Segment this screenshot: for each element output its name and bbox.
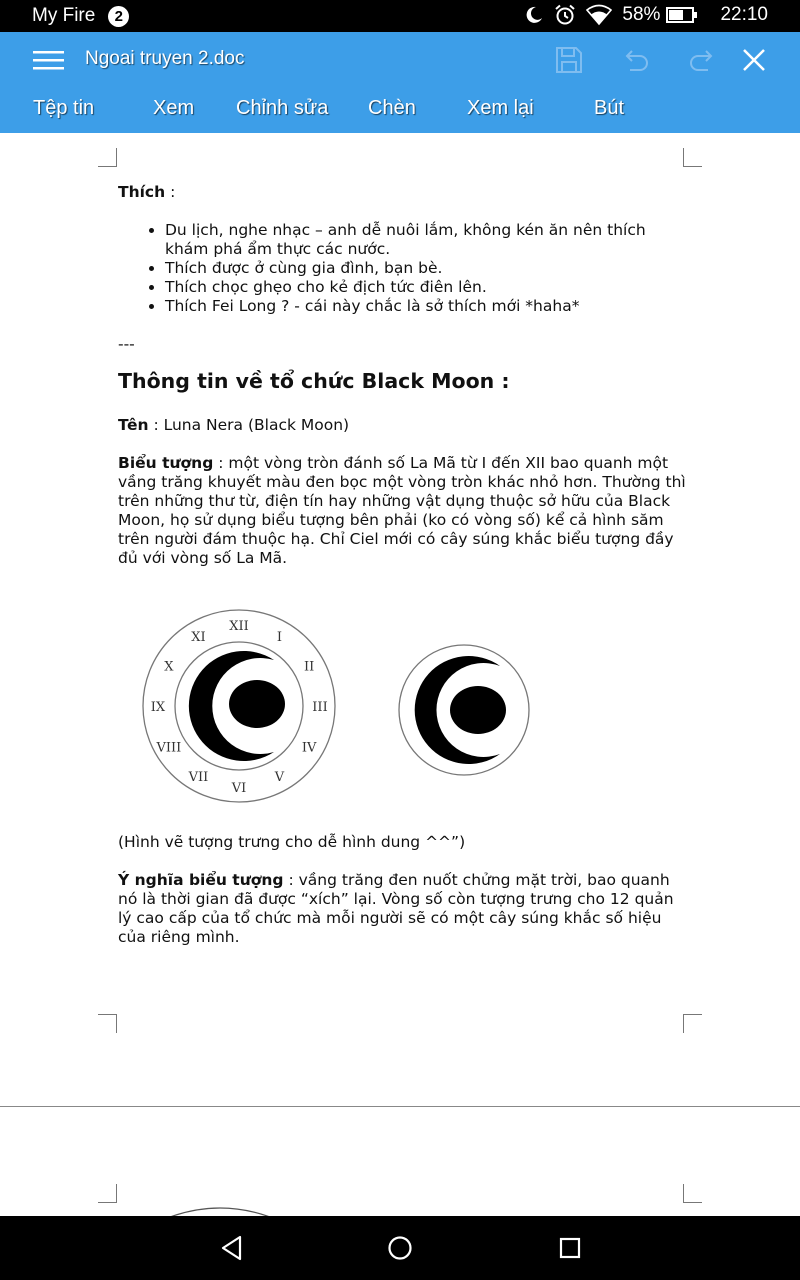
roman-numeral: XII (229, 619, 249, 634)
emblem-simple (399, 645, 529, 775)
clock-time: 22:10 (720, 4, 768, 25)
name-value: : Luna Nera (Black Moon) (148, 416, 350, 434)
roman-numeral: VI (231, 781, 247, 796)
tab-insert[interactable]: Chèn (368, 97, 416, 119)
hamburger-menu-icon[interactable] (33, 49, 64, 71)
ribbon-tabs (0, 96, 800, 126)
tab-view[interactable]: Xem (153, 97, 195, 119)
roman-numeral: VII (188, 770, 209, 786)
symbol-paragraph (118, 454, 688, 568)
page-corner-mark (98, 148, 117, 167)
redo-icon[interactable] (686, 44, 718, 76)
roman-numeral: IX (150, 700, 166, 715)
save-icon[interactable] (553, 44, 585, 76)
list-item: • Du lịch, nghe nhạc – anh dễ nuôi lắm, không kén ăn nên thích khám phá ẩm thực các nước. (165, 221, 688, 259)
symbol-label: Biểu tượng (118, 454, 214, 472)
list-item: • Thích Fei Long ? - cái này chắc là sở thích mới *haha* (165, 297, 688, 316)
battery-icon (666, 6, 698, 24)
tab-review[interactable]: Xem lại (467, 97, 534, 119)
likes-list (165, 221, 688, 316)
page-corner-mark (98, 1014, 117, 1033)
document-title: Ngoai truyen 2.doc (85, 48, 245, 69)
emblem-with-numerals (143, 610, 335, 802)
device-name: My Fire (32, 5, 96, 26)
page-corner-mark (683, 1014, 702, 1033)
document-canvas[interactable] (0, 133, 800, 1216)
black-moon-emblems (142, 608, 542, 804)
list-item: • Thích được ở cùng gia đình, bạn bè. (165, 259, 688, 278)
figure-caption: (Hình vẽ tượng trưng cho dễ hình dung ^^”) (118, 833, 466, 851)
meaning-text: : vầng trăng đen nuốt chửng mặt trời, bao quanh nó là thời gian đã được “xích” lại. Vòng số còn tượng trưng cho 12 quản lý cao cấp của tổ chức mà mỗi người sẽ có một cây súng khắc số hiệu của riêng mình. (118, 871, 674, 946)
close-icon[interactable] (738, 44, 770, 76)
list-item: • Thích chọc ghẹo cho kẻ địch tức điên lên. (165, 278, 688, 297)
status-bar (0, 0, 800, 32)
name-label: Tên (118, 416, 149, 434)
battery-percent: 58% (622, 4, 661, 25)
next-page-emblem-arc (165, 1205, 275, 1216)
recents-icon[interactable] (556, 1234, 584, 1262)
alarm-icon (554, 4, 576, 26)
roman-numeral: VIII (156, 740, 182, 756)
page-separator (0, 1106, 800, 1107)
navigation-bar (0, 1216, 800, 1280)
roman-numeral: I (276, 629, 283, 645)
page-corner-mark (683, 148, 702, 167)
roman-numeral: II (303, 659, 315, 675)
separator-text: --- (118, 335, 135, 353)
wifi-icon (586, 4, 612, 26)
roman-numeral: IV (301, 740, 317, 756)
notification-badge[interactable]: 2 (108, 6, 129, 27)
tab-file[interactable]: Tệp tin (33, 97, 95, 119)
symbol-text: : một vòng tròn đánh số La Mã từ I đến XII bao quanh một vầng trăng khuyết màu đen bọc một vòng tròn khác nhỏ hơn. Thường thì trên những thư từ, điện tín hay những vật dụng thuộc sở hữu của Black Moon, họ sử dụng biểu tượng bên phải (ko có vòng số) kể cả hình săm trên người đám thuộc hạ. Chỉ Ciel mới có cây súng khắc biểu tượng đầy đủ với vòng số La Mã. (118, 454, 686, 567)
roman-numeral: XI (191, 629, 206, 645)
section-title: Thông tin về tổ chức Black Moon : (118, 369, 510, 393)
meaning-paragraph (118, 871, 688, 947)
back-icon[interactable] (218, 1234, 246, 1262)
likes-sep: : (165, 183, 176, 201)
page-corner-mark (98, 1184, 117, 1203)
likes-label: Thích (118, 183, 166, 201)
likes-heading (118, 183, 688, 202)
meaning-label: Ý nghĩa biểu tượng (118, 871, 284, 889)
tab-edit[interactable]: Chỉnh sửa (236, 97, 329, 119)
home-icon[interactable] (386, 1234, 414, 1262)
moon-icon (524, 5, 544, 25)
page-corner-mark (683, 1184, 702, 1203)
status-left (32, 5, 129, 27)
roman-numeral: V (274, 770, 285, 786)
app-bar (0, 32, 800, 133)
tab-pen[interactable]: Bút (594, 97, 625, 119)
name-paragraph (118, 416, 688, 435)
roman-numeral: X (164, 659, 174, 675)
page-content (118, 183, 688, 966)
undo-icon[interactable] (620, 44, 652, 76)
roman-numeral: III (312, 700, 328, 715)
status-right (524, 4, 768, 26)
